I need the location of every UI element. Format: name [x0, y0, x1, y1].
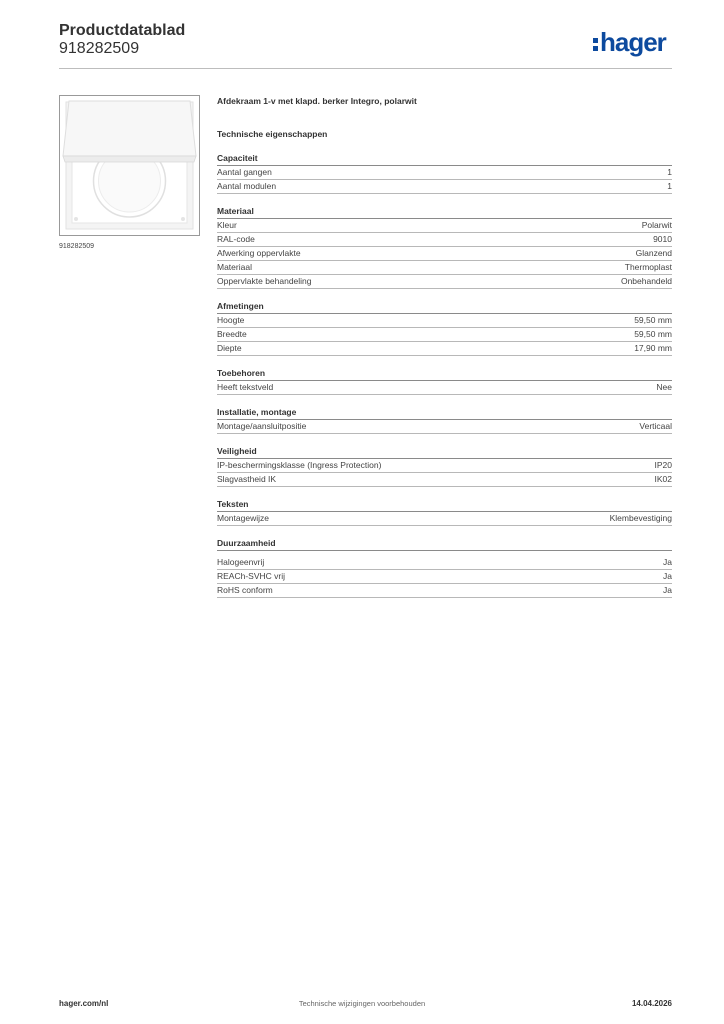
spec-row	[217, 342, 672, 356]
spec-section	[217, 498, 672, 526]
spec-value: Nee	[656, 382, 672, 392]
spec-section	[217, 367, 672, 395]
spec-value: Ja	[663, 557, 672, 567]
spec-label: Oppervlakte behandeling	[217, 276, 312, 286]
section-title: Capaciteit	[217, 152, 672, 166]
spec-row	[217, 314, 672, 328]
section-title: Materiaal	[217, 205, 672, 219]
section-title: Veiligheid	[217, 445, 672, 459]
spec-label: Heeft tekstveld	[217, 382, 274, 392]
product-image	[59, 95, 200, 236]
spec-label: Materiaal	[217, 262, 252, 272]
spec-row	[217, 219, 672, 233]
section-title: Installatie, montage	[217, 406, 672, 420]
logo-dots-icon	[593, 38, 598, 51]
spec-row	[217, 570, 672, 584]
spec-row	[217, 420, 672, 434]
footer-disclaimer: Technische wijzigingen voorbehouden	[298, 999, 426, 1008]
section-title: Duurzaamheid	[217, 537, 672, 551]
spec-value: Verticaal	[639, 421, 672, 431]
spec-row	[217, 459, 672, 473]
spec-value: 17,90 mm	[634, 343, 672, 353]
document-number: 918282509	[59, 40, 140, 57]
spec-row	[217, 381, 672, 395]
spec-value: Ja	[663, 571, 672, 581]
spec-row	[217, 328, 672, 342]
spec-label: Hoogte	[217, 315, 245, 325]
spec-row	[217, 275, 672, 289]
spec-value: Ja	[663, 585, 672, 595]
spec-section	[217, 445, 672, 487]
spec-label: Afwerking oppervlakte	[217, 248, 301, 258]
spec-section	[217, 406, 672, 434]
spec-row	[217, 556, 672, 570]
spec-section	[217, 152, 672, 194]
spec-section	[217, 300, 672, 356]
spec-row	[217, 512, 672, 526]
spec-row	[217, 166, 672, 180]
spec-label: Kleur	[217, 220, 237, 230]
spec-label: Aantal gangen	[217, 167, 272, 177]
spec-value: Onbehandeld	[620, 276, 672, 286]
spec-value: 59,50 mm	[634, 329, 672, 339]
spec-row	[217, 473, 672, 487]
spec-section	[217, 537, 672, 598]
spec-row	[217, 247, 672, 261]
spec-value: Thermoplast	[624, 262, 672, 272]
product-specs	[217, 94, 672, 598]
spec-value: Polarwit	[641, 220, 672, 230]
spec-label: Aantal modulen	[217, 181, 277, 191]
spec-value: IP20	[654, 460, 672, 470]
spec-label: Montagewijze	[217, 513, 269, 523]
spec-label: REACh-SVHC vrij	[217, 571, 286, 581]
document-title: Productdatablad	[59, 22, 186, 39]
spec-row	[217, 261, 672, 275]
header-divider	[59, 68, 672, 69]
image-caption: 918282509	[59, 243, 95, 250]
spec-label: IP-beschermingsklasse (Ingress Protection)	[217, 460, 382, 470]
spec-label: RAL-code	[217, 234, 255, 244]
product-name: Afdekraam 1-v met klapd. berker Integro, polarwit	[217, 96, 417, 106]
spec-section	[217, 205, 672, 289]
footer-date: 14.04.2026	[631, 999, 672, 1008]
hager-logo	[593, 29, 666, 55]
spec-row	[217, 584, 672, 598]
spec-row	[217, 233, 672, 247]
spec-value: 59,50 mm	[634, 315, 672, 325]
spec-value: Klembevestiging	[609, 513, 672, 523]
section-title: Toebehoren	[217, 367, 672, 381]
spec-row	[217, 180, 672, 194]
section-title: Afmetingen	[217, 300, 672, 314]
spec-label: Montage/aansluitpositie	[217, 421, 307, 431]
spec-label: Diepte	[217, 343, 242, 353]
product-frame-icon	[60, 96, 199, 235]
spec-value: 1	[667, 167, 672, 177]
logo-text: hager	[600, 27, 666, 57]
section-title: Teksten	[217, 498, 672, 512]
spec-value: Glanzend	[635, 248, 672, 258]
spec-label: Breedte	[217, 329, 247, 339]
spec-value: IK02	[654, 474, 672, 484]
spec-value: 1	[667, 181, 672, 191]
spec-label: Slagvastheid IK	[217, 474, 277, 484]
spec-value: 9010	[653, 234, 672, 244]
footer-website: hager.com/nl	[59, 999, 109, 1008]
spec-label: Halogeenvrij	[217, 557, 265, 567]
technical-heading: Technische eigenschappen	[217, 129, 328, 139]
spec-label: RoHS conform	[217, 585, 273, 595]
